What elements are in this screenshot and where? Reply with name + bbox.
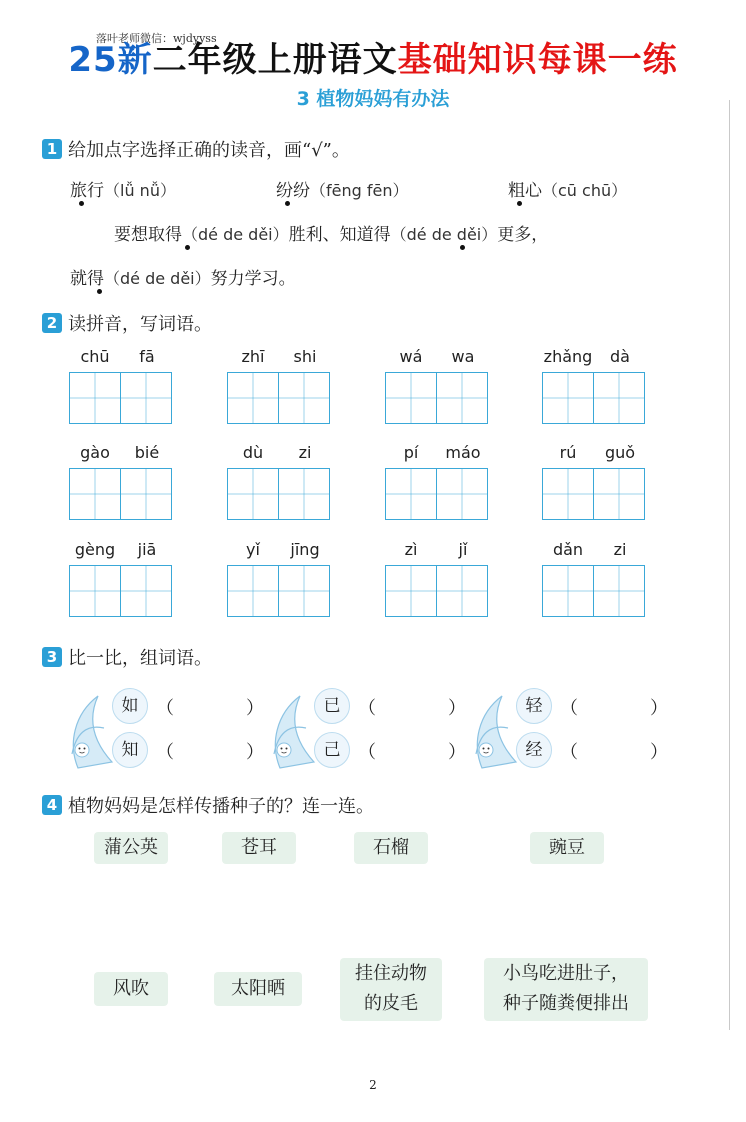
writing-box[interactable] (542, 372, 594, 424)
method-tag-line: 的皮毛 (364, 993, 418, 1014)
q1-item-3-word: 粗心 (508, 181, 542, 201)
pinyin-label: wa (451, 347, 475, 366)
q1-sentence-options: （dé de děi） (182, 225, 289, 244)
writing-box[interactable] (542, 468, 594, 520)
pinyin-label: dù (242, 443, 264, 462)
q1-sentence-line-2 (70, 264, 296, 289)
q1-item-3 (508, 176, 627, 201)
pinyin-label: jīng (290, 540, 320, 559)
emphasis-dot (285, 201, 290, 206)
q1-sentence-part: 努力学习。 (210, 269, 296, 289)
question-2-title: 读拼音，写词语。 (68, 314, 212, 335)
title-part-series: 基础知识每课一练 (397, 40, 678, 80)
writing-box[interactable] (227, 468, 279, 520)
pinyin-label: jǐ (458, 540, 468, 559)
pinyin-label: jiā (137, 540, 157, 559)
writing-box[interactable] (121, 372, 172, 424)
writing-box[interactable] (279, 468, 330, 520)
q1-sentence-part: 就得 (70, 269, 104, 289)
q1-sentence-options: （dé de děi） (390, 225, 498, 244)
pinyin-label: zì (404, 540, 418, 559)
title-part-grade: 25新 (68, 40, 153, 80)
method-tag-line: 种子随粪便排出 (503, 993, 629, 1014)
writing-box[interactable] (227, 372, 279, 424)
writing-box[interactable] (279, 372, 330, 424)
method-tag-wind[interactable]: 风吹 (94, 972, 168, 1006)
q1-sentence-part: 要想取得 (114, 225, 182, 245)
writing-box[interactable] (279, 565, 330, 617)
answer-blank[interactable]: （ ） (560, 698, 668, 719)
compare-character: 如 (112, 688, 148, 724)
compare-character: 知 (112, 732, 148, 768)
writing-box[interactable] (437, 468, 488, 520)
question-1-heading (42, 136, 350, 162)
method-tag-sun[interactable]: 太阳晒 (214, 972, 302, 1006)
writing-box[interactable] (437, 565, 488, 617)
page-margin-line (729, 100, 730, 1030)
q1-sentence-line-1 (114, 220, 548, 245)
plant-tag-pea[interactable]: 豌豆 (530, 832, 604, 864)
writing-box[interactable] (69, 565, 121, 617)
pinyin-label: dǎn (552, 540, 584, 559)
question-4-number: 4 (42, 795, 62, 815)
pinyin-label: gèng (74, 540, 116, 559)
lesson-subtitle: 3 植物妈妈有办法 (296, 88, 450, 110)
writing-box[interactable] (227, 565, 279, 617)
q1-sentence-part: 胜利、知道得 (288, 225, 391, 245)
writing-box[interactable] (69, 468, 121, 520)
q1-item-3-options: （cū chū） (542, 181, 628, 200)
answer-blank[interactable]: （ ） (560, 742, 668, 763)
writing-box[interactable] (121, 468, 172, 520)
plant-tag-dandelion[interactable]: 蒲公英 (94, 832, 168, 864)
writing-box[interactable] (385, 565, 437, 617)
answer-blank[interactable]: （ ） (156, 698, 264, 719)
pinyin-label: guǒ (604, 443, 636, 462)
question-2-heading (42, 310, 212, 336)
question-3-number: 3 (42, 647, 62, 667)
pinyin-label: máo (445, 443, 481, 462)
question-4-title: 植物妈妈是怎样传播种子的？连一连。 (68, 796, 374, 817)
question-3-title: 比一比，组词语。 (68, 648, 212, 669)
pinyin-label: bié (134, 443, 160, 462)
compare-character: 己 (314, 732, 350, 768)
q1-item-1 (70, 176, 176, 201)
pinyin-label: zi (298, 443, 312, 462)
writing-box[interactable] (121, 565, 172, 617)
pinyin-label: wá (399, 347, 423, 366)
q1-item-2-options: （fēng fēn） (310, 181, 409, 200)
question-4-heading (42, 792, 374, 818)
q1-item-2 (276, 176, 408, 201)
pinyin-label: zhǎng (543, 347, 593, 366)
pinyin-label: zhī (241, 347, 265, 366)
q1-sentence-part: 更多， (497, 225, 549, 245)
emphasis-dot (185, 245, 190, 250)
writing-box[interactable] (385, 468, 437, 520)
question-1-number: 1 (42, 139, 62, 159)
pinyin-label: chū (80, 347, 110, 366)
emphasis-dot (79, 201, 84, 206)
pinyin-label: shi (293, 347, 317, 366)
q1-item-2-word: 纷纷 (276, 181, 310, 201)
answer-blank[interactable]: （ ） (358, 698, 466, 719)
compare-character: 轻 (516, 688, 552, 724)
question-1-title: 给加点字选择正确的读音，画“√”。 (68, 140, 350, 161)
emphasis-dot (517, 201, 522, 206)
pinyin-label: zi (613, 540, 627, 559)
pinyin-label: gào (80, 443, 110, 462)
method-tag-line: 挂住动物 (355, 963, 427, 984)
method-tag-line: 小鸟吃进肚子， (503, 963, 629, 984)
method-tag-animal-fur[interactable] (340, 958, 442, 1021)
pinyin-label: yǐ (246, 540, 260, 559)
q1-sentence-options: （dé de děi） (104, 269, 211, 288)
pinyin-label: rú (559, 443, 577, 462)
writing-box[interactable] (385, 372, 437, 424)
writing-box[interactable] (69, 372, 121, 424)
page-number: 2 (369, 1078, 377, 1092)
writing-box[interactable] (594, 565, 645, 617)
question-3-heading (42, 644, 212, 670)
method-tag-bird[interactable] (484, 958, 648, 1021)
watermark-text: 落叶老师微信：wjdyyss (96, 32, 217, 45)
answer-blank[interactable]: （ ） (156, 742, 264, 763)
plant-tag-pomegranate[interactable]: 石榴 (354, 832, 428, 864)
plant-tag-cocklebur[interactable]: 苍耳 (222, 832, 296, 864)
emphasis-dot (460, 245, 465, 250)
pinyin-label: fā (139, 347, 155, 366)
q1-item-1-options: （lǚ nǚ） (104, 181, 176, 200)
pinyin-label: pí (403, 443, 419, 462)
compare-character: 经 (516, 732, 552, 768)
title-part-subject: 二年级上册语文 (152, 40, 398, 80)
question-2-number: 2 (42, 313, 62, 333)
writing-box[interactable] (437, 372, 488, 424)
compare-character: 已 (314, 688, 350, 724)
writing-box[interactable] (542, 565, 594, 617)
answer-blank[interactable]: （ ） (358, 742, 466, 763)
writing-box[interactable] (594, 468, 645, 520)
worksheet-title (0, 32, 746, 81)
pinyin-label: dà (610, 347, 630, 366)
writing-box[interactable] (594, 372, 645, 424)
q1-item-1-word: 旅行 (70, 181, 104, 201)
emphasis-dot (97, 289, 102, 294)
